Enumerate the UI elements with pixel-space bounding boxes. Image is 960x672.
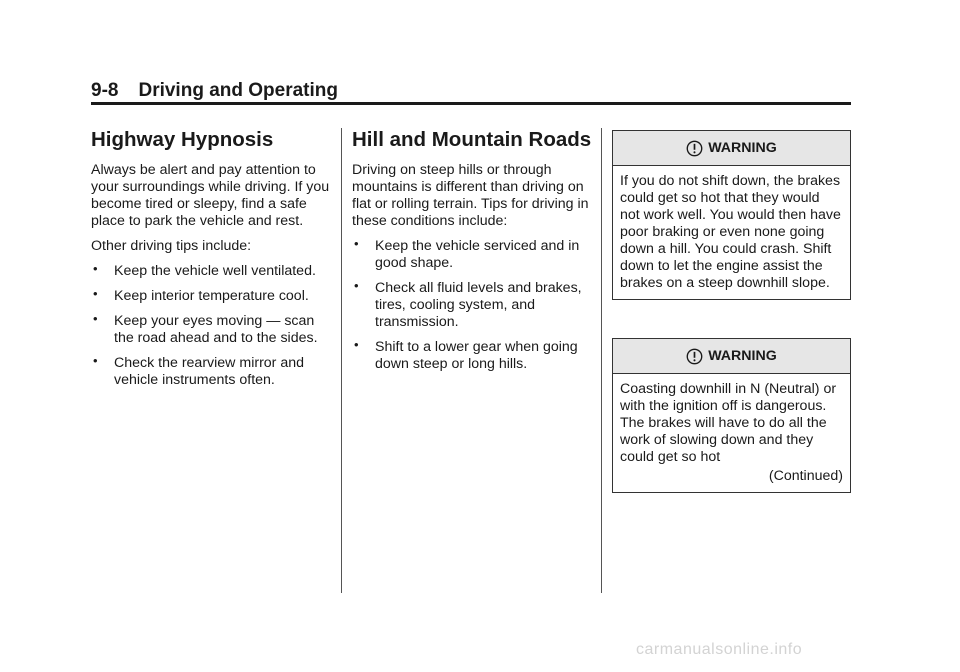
header-rule bbox=[91, 102, 851, 105]
bullet-icon: • bbox=[93, 353, 98, 368]
column-divider bbox=[601, 128, 602, 593]
bullet-icon: • bbox=[354, 236, 359, 251]
bullet-icon: • bbox=[93, 261, 98, 276]
page-number: 9-8 bbox=[91, 80, 119, 101]
section-title: Driving and Operating bbox=[138, 80, 338, 101]
warning-header bbox=[613, 339, 850, 374]
paragraph: Driving on steep hills or through mountains is different than driving on flat or rolling terrain. Tips for driving in these conditions include: bbox=[352, 162, 589, 229]
bullet-icon: • bbox=[93, 286, 98, 301]
bullet-icon: • bbox=[93, 311, 98, 326]
watermark: carmanualsonline.info bbox=[636, 641, 803, 658]
list-item: • Keep interior temperature cool. bbox=[93, 286, 309, 304]
warning-title: WARNING bbox=[708, 140, 777, 156]
tips-list bbox=[352, 238, 592, 373]
warning-box bbox=[612, 338, 851, 493]
tips-list bbox=[91, 263, 331, 389]
column-divider bbox=[341, 128, 342, 593]
warning-body bbox=[613, 374, 850, 492]
warning-box bbox=[612, 130, 851, 300]
warning-header bbox=[613, 131, 850, 166]
bullet-icon: • bbox=[354, 278, 359, 293]
bullet-icon: • bbox=[354, 337, 359, 352]
column-hill-mountain-roads bbox=[352, 128, 592, 381]
warning-icon bbox=[686, 348, 703, 365]
continued-label: (Continued) bbox=[768, 468, 843, 484]
list-item: • Keep the vehicle serviced and in good shape. bbox=[354, 236, 580, 271]
warning-icon bbox=[686, 140, 703, 157]
page-header bbox=[91, 80, 851, 102]
paragraph: Always be alert and pay attention to your surroundings while driving. If you become tired or sleepy, find a safe place to park the vehicle and rest. bbox=[91, 162, 330, 229]
heading-highway-hypnosis: Highway Hypnosis bbox=[91, 128, 274, 151]
list-item: • Keep the vehicle well ventilated. bbox=[93, 261, 316, 279]
warning-text: If you do not shift down, the brakes could get so hot that they would not work well. You would then have poor braking or even none going down a hill. You could crash. Shift down to let the engine assist the brakes on a steep downhill slope. bbox=[620, 173, 841, 291]
column-highway-hypnosis bbox=[91, 128, 331, 397]
list-item: • Shift to a lower gear when going down steep or long hills. bbox=[354, 337, 578, 372]
paragraph: Other driving tips include: bbox=[91, 238, 252, 254]
list-item: • Check the rearview mirror and vehicle instruments often. bbox=[93, 353, 305, 388]
warning-text: Coasting downhill in N (Neutral) or with the ignition off is dangerous. The brakes will have to do all the work of slowing down and they could get so hot bbox=[620, 381, 837, 465]
warning-title: WARNING bbox=[708, 348, 777, 364]
heading-hill-mountain-roads: Hill and Mountain Roads bbox=[352, 128, 592, 151]
list-item: • Keep your eyes moving — scan the road ahead and to the sides. bbox=[93, 311, 318, 346]
list-item: • Check all fluid levels and brakes, tires, cooling system, and transmission. bbox=[354, 278, 582, 330]
